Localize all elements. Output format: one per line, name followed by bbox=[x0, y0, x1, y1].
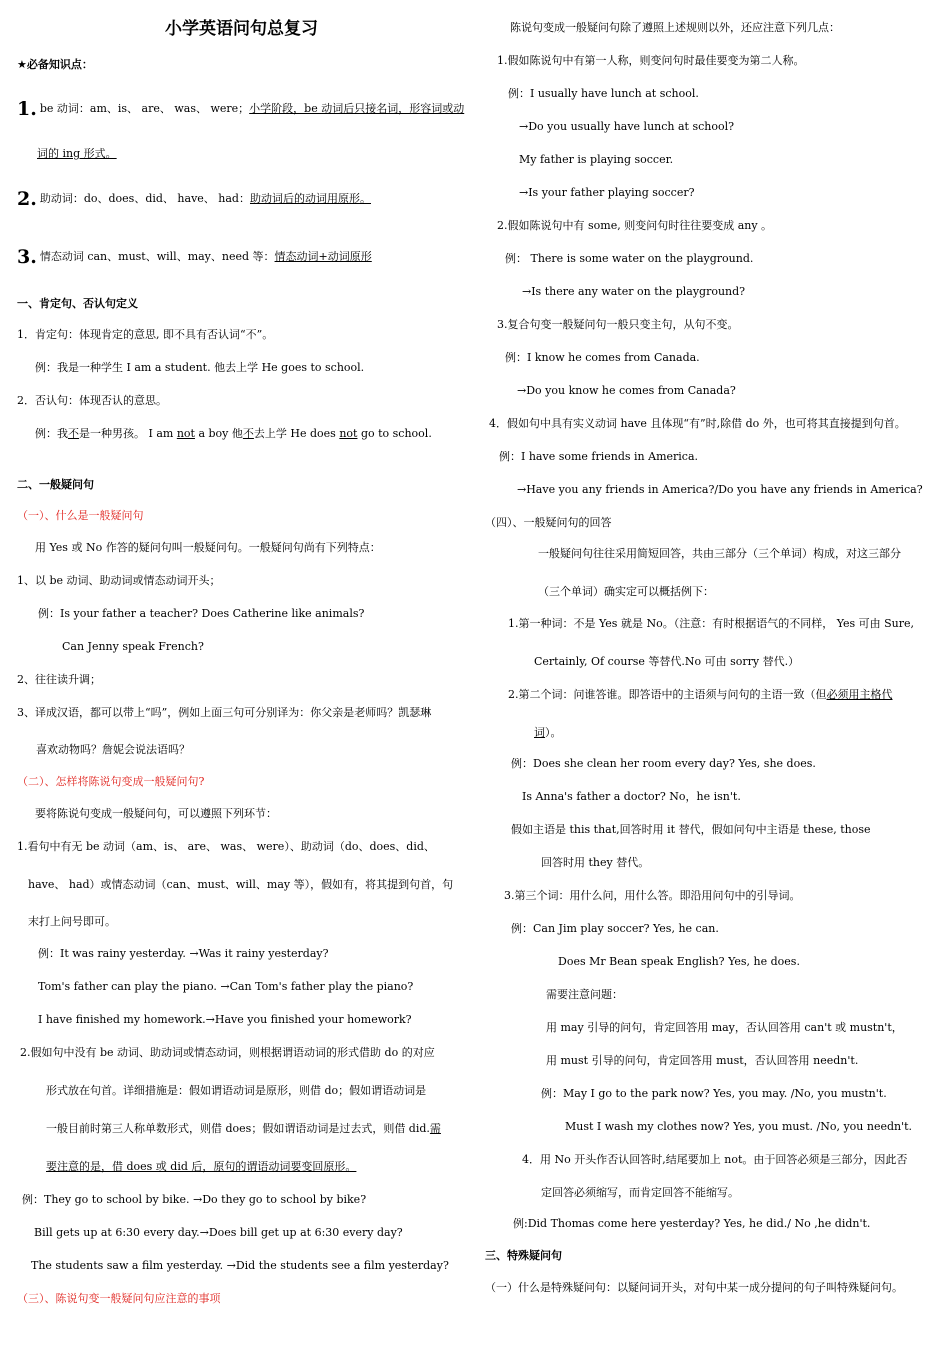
text-run: 例：我 bbox=[35, 427, 68, 440]
kp1-note: 小学阶段，be 动词后只接名词，形容词或动 bbox=[249, 102, 465, 115]
sec1-line: 例：我是一种学生 I am a student. 他去上学 He goes to school. bbox=[35, 361, 365, 374]
right-line: 陈说句变成一般疑问句除了遵照上述规则以外，还应注意下列几点： bbox=[510, 21, 840, 34]
sec2-line: 1.看句中有无 be 动词（am、is、 are、 was、 were）、助动词（do、does、did、 bbox=[17, 840, 435, 853]
right-line: Does Mr Bean speak English? Yes, he does. bbox=[558, 955, 800, 968]
section-2-sub-1: （一）、什么是一般疑问句 bbox=[17, 509, 144, 522]
right-line: 例：I usually have lunch at school. bbox=[508, 87, 699, 100]
section-2-sub-4: （四）、一般疑问句的回答 bbox=[485, 516, 612, 529]
sec2-line: have、 had）或情态动词（can、must、will、may 等），假如有，将其提到句首，句 bbox=[28, 878, 454, 891]
text-run-underlined: 不 bbox=[68, 427, 79, 440]
kp2-text: 助动词：do、does、did、 have、 had： bbox=[39, 192, 250, 205]
sec2-line: 形式放在句首。详细措施是：假如谓语动词是原形，则借 do；假如谓语动词是 bbox=[46, 1084, 427, 1097]
right-line: 例：Can Jim play soccer? Yes, he can. bbox=[511, 922, 719, 935]
sec2-line: 2.假如句中没有 be 动词、助动词或情态动词，则根据谓语动词的形式借助 do 的对应 bbox=[20, 1046, 435, 1059]
text-run: go to school. bbox=[357, 427, 432, 440]
knowledge-point-3 bbox=[17, 247, 372, 267]
right-line: 例：I know he comes from Canada. bbox=[505, 351, 700, 364]
section-1-heading: 一、肯定句、否认句定义 bbox=[17, 297, 138, 310]
sec2-line: Tom's father can play the piano. →Can Tom's father play the piano? bbox=[38, 980, 414, 993]
right-line: →Have you any friends in America?/Do you have any friends in America? bbox=[517, 483, 923, 496]
kp1-text: be 动词：am、is、 are、 was、 were； bbox=[39, 102, 250, 115]
sec1-line: 2．否认句：体现否认的意思。 bbox=[17, 394, 167, 407]
text-run: ）。 bbox=[545, 726, 562, 739]
right-line: Certainly, Of course 等替代.No 可由 sorry 替代.） bbox=[534, 655, 800, 668]
sec2-line: 要注意的是，借 does 或 did 后，原句的谓语动词要变回原形。 bbox=[46, 1160, 357, 1173]
right-line: 回答时用 they 替代。 bbox=[541, 856, 650, 869]
knowledge-point-1 bbox=[17, 99, 464, 119]
right-line: 定回答必须缩写，而肯定回答不能缩写。 bbox=[541, 1186, 739, 1199]
right-line: →Do you usually have lunch at school? bbox=[519, 120, 735, 133]
right-line: 例:Did Thomas come here yesterday? Yes, he did./ No ,he didn't. bbox=[513, 1217, 871, 1230]
kp1-note-cont: 词的 ing 形式。 bbox=[37, 147, 117, 160]
kp2-number: 2. bbox=[17, 188, 37, 210]
knowledge-point-2 bbox=[17, 189, 371, 209]
right-line bbox=[508, 688, 893, 702]
kp3-text: 情态动词 can、must、will、may、need 等： bbox=[39, 250, 275, 263]
right-line: 一般疑问句往往采用简短回答，共由三部分（三个单词）构成，对这三部分 bbox=[538, 547, 901, 560]
text-run-underlined: 需 bbox=[429, 1122, 441, 1135]
right-line: 例：May I go to the park now? Yes, you may. /No, you mustn't. bbox=[541, 1087, 887, 1100]
sec2-line: 2、往往读升调； bbox=[17, 673, 101, 686]
right-line: Is Anna's father a doctor? No，he isn't. bbox=[522, 790, 741, 803]
right-line: 1.假如陈说句中有第一人称，则变问句时最佳要变为第二人称。 bbox=[497, 54, 805, 67]
right-line: 2.假如陈说句中有 some, 则变问句时往往要变成 any 。 bbox=[497, 219, 773, 232]
kp3-number: 3. bbox=[17, 246, 37, 268]
sec2-line: 3、译成汉语，都可以带上“吗”，例如上面三句可分别译为：你父亲是老师吗？凯瑟琳 bbox=[17, 706, 432, 719]
sec2-line: 喜欢动物吗？詹妮会说法语吗？ bbox=[36, 743, 190, 756]
right-line: →Is your father playing soccer? bbox=[519, 186, 695, 199]
sec2-line: Bill gets up at 6:30 every day.→Does bill get up at 6:30 every day? bbox=[34, 1226, 403, 1239]
text-run: 去上学 He does bbox=[253, 427, 340, 440]
sec2-line: 1、以 be 动词、助动词或情态动词开头； bbox=[17, 574, 221, 587]
section-2-sub-3: （三）、陈说句变一般疑问句应注意的事项 bbox=[17, 1292, 221, 1305]
right-line: 3.复合句变一般疑问句一般只变主句，从句不变。 bbox=[497, 318, 739, 331]
sec1-line: 1．肯定句：体现肯定的意思, 即不具有否认词“不”。 bbox=[17, 328, 274, 341]
right-line: （一）什么是特殊疑问句：以疑问词开头，对句中某一成分提问的句子叫特殊疑问句。 bbox=[485, 1281, 903, 1294]
right-line: 用 may 引导的问句，肯定回答用 may，否认回答用 can't 或 mustn't， bbox=[546, 1021, 903, 1034]
right-line: 例：Does she clean her room every day? Yes, she does. bbox=[511, 757, 816, 770]
sec2-line: 例：It was rainy yesterday. →Was it rainy yesterday? bbox=[38, 947, 329, 960]
right-line: 假如主语是 this that,回答时用 it 替代，假如问句中主语是 these, those bbox=[511, 823, 871, 836]
right-line: （三个单词）确实定可以概括例下： bbox=[538, 585, 714, 598]
kp3-note: 情态动词+动词原形 bbox=[274, 250, 372, 263]
text-run-underlined: not bbox=[176, 427, 195, 440]
right-line: 用 must 引导的问句，肯定回答用 must，否认回答用 needn't. bbox=[546, 1054, 859, 1067]
sec2-line bbox=[46, 1122, 441, 1136]
knowledge-heading: ★必备知识点： bbox=[17, 58, 93, 71]
sec2-line: The students saw a film yesterday. →Did the students see a film yesterday? bbox=[31, 1259, 449, 1272]
section-3-heading: 三、特殊疑问句 bbox=[485, 1249, 562, 1262]
right-line: 4．用 No 开头作否认回答时,结尾要加上 not。由于回答必须是三部分，因此否 bbox=[522, 1153, 908, 1166]
section-2-heading: 二、一般疑问句 bbox=[17, 478, 94, 491]
text-run-underlined: 词 bbox=[534, 726, 545, 739]
right-line: My father is playing soccer. bbox=[519, 153, 674, 166]
text-run: 2.第二个词：问谁答谁。即答语中的主语须与问句的主语一致（但 bbox=[508, 688, 827, 701]
right-line: 3.第三个词：用什么问，用什么答。即沿用问句中的引导词。 bbox=[504, 889, 801, 902]
text-run-underlined: not bbox=[339, 427, 358, 440]
right-line: 需要注意问题： bbox=[546, 988, 623, 1001]
right-line: 例：I have some friends in America. bbox=[499, 450, 699, 463]
kp1-number: 1. bbox=[17, 98, 37, 120]
section-2-sub-2: （二）、怎样将陈说句变成一般疑问句? bbox=[17, 775, 205, 788]
sec2-line: 要将陈说句变成一般疑问句，可以遵照下列环节： bbox=[35, 807, 277, 820]
right-line: →Is there any water on the playground? bbox=[522, 285, 746, 298]
sec2-line: 末打上问号即可。 bbox=[28, 915, 116, 928]
sec2-line: Can Jenny speak French? bbox=[62, 640, 204, 653]
kp2-note: 助动词后的动词用原形。 bbox=[249, 192, 371, 205]
sec2-line: 用 Yes 或 No 作答的疑问句叫一般疑问句。一般疑问句尚有下列特点： bbox=[35, 541, 381, 554]
page-title: 小学英语问句总复习 bbox=[165, 19, 318, 39]
text-run: a boy 他 bbox=[194, 427, 243, 440]
sec2-line: 例：They go to school by bike. →Do they go to school by bike? bbox=[22, 1193, 367, 1206]
right-line: →Do you know he comes from Canada? bbox=[517, 384, 736, 397]
text-run-underlined: 不 bbox=[242, 427, 254, 440]
right-line: 4．假如句中具有实义动词 have 且体现“有”时,除借 do 外，也可将其直接提到句首。 bbox=[489, 417, 906, 430]
text-run: 是一种男孩。 I am bbox=[79, 427, 177, 440]
right-line: 1.第一种词：不是 Yes 就是 No。（注意：有时根据语气的不同样， Yes 可由 Sure, bbox=[508, 617, 915, 630]
sec2-line: 例：Is your father a teacher? Does Catherine like animals? bbox=[38, 607, 365, 620]
sec1-example-negative bbox=[35, 427, 432, 441]
sec2-line: I have finished my homework.→Have you finished your homework? bbox=[38, 1013, 412, 1026]
text-run: 一般目前时第三人称单数形式，则借 does；假如谓语动词是过去式，则借 did. bbox=[46, 1122, 430, 1135]
right-line: 例： There is some water on the playground. bbox=[505, 252, 754, 265]
right-line: Must I wash my clothes now? Yes, you must. /No, you needn't. bbox=[565, 1120, 913, 1133]
text-run-underlined: 必须用主格代 bbox=[826, 688, 893, 701]
right-line bbox=[534, 726, 562, 740]
